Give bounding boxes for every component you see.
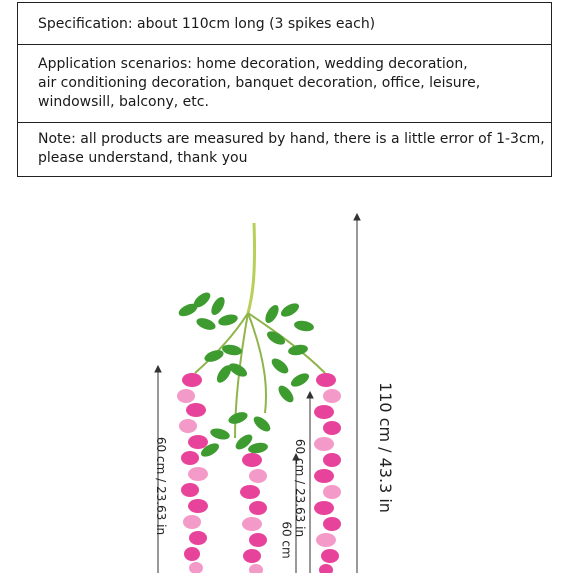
application-text-line-3: windowsill, balcony, etc. xyxy=(38,94,209,110)
application-text-line-2: air conditioning decoration, banquet decoration, office, leisure, xyxy=(38,75,481,91)
middle-spike-length-label: 60 cm / 23.63 in xyxy=(293,438,308,538)
application-row xyxy=(18,45,551,123)
note-text-line-2: please understand, thank you xyxy=(38,150,248,166)
note-text-line-1: Note: all products are measured by hand, there is a little error of 1-3cm, xyxy=(38,131,545,147)
note-row xyxy=(18,123,551,178)
specification-row xyxy=(18,3,551,45)
specification-text: Specification: about 110cm long (3 spikes each) xyxy=(38,16,376,32)
middle-spike-short-length-label: 60 cm xyxy=(279,521,294,559)
specification-table xyxy=(17,2,552,177)
total-length-label: 110 cm / 43.3 in xyxy=(375,382,395,513)
product-image xyxy=(140,188,395,573)
application-text-line-1: Application scenarios: home decoration, wedding decoration, xyxy=(38,56,468,72)
wisteria-illustration xyxy=(140,188,392,573)
left-spike-length-label: 60 cm / 23.63 in xyxy=(154,436,169,536)
